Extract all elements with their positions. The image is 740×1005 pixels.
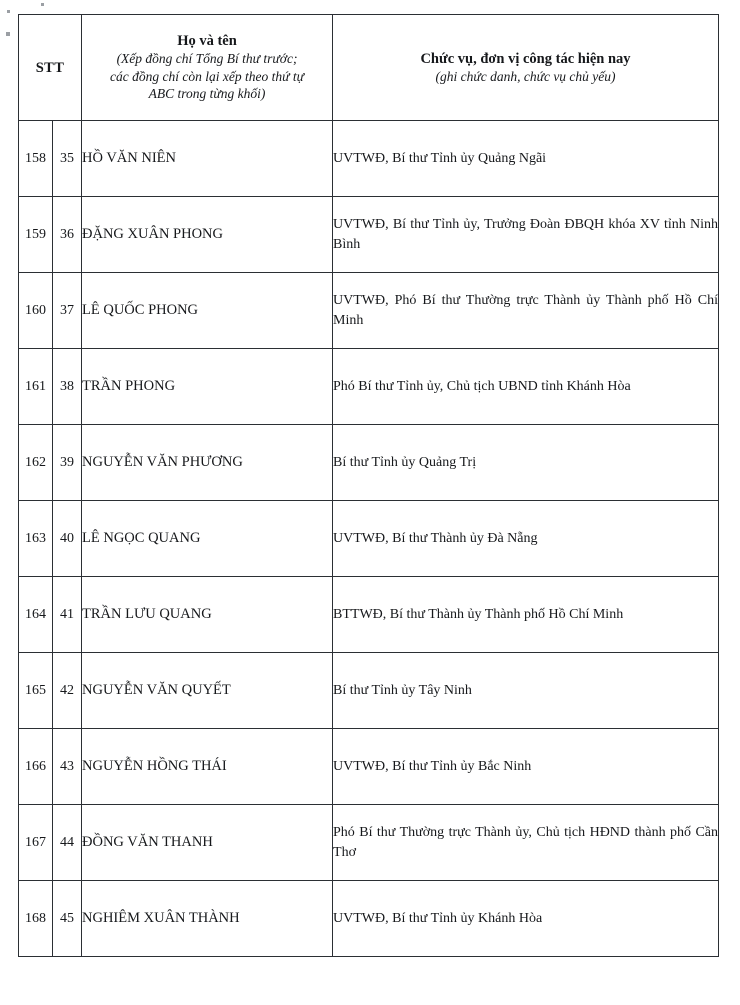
cell-stt: 165 [19,653,53,729]
cell-stt: 168 [19,881,53,957]
cell-role-text: UVTWĐ, Bí thư Thành ủy Đà Nẵng [333,530,538,546]
cell-ordinal: 35 [53,121,82,197]
scan-speck [7,10,10,13]
column-header-role-title: Chức vụ, đơn vị công tác hiện nay [420,50,631,67]
cell-ordinal: 41 [53,577,82,653]
cell-ordinal: 38 [53,349,82,425]
cell-role-text: Bí thư Tỉnh ủy Quảng Trị [333,454,477,470]
table-row [19,577,719,653]
cell-name: NGUYỄN HỒNG THÁI [82,729,333,805]
cell-name: NGUYỄN VĂN QUYẾT [82,653,333,729]
table-row [19,805,719,881]
cell-name: TRẦN LƯU QUANG [82,577,333,653]
column-header-name [82,15,333,121]
cell-ordinal: 42 [53,653,82,729]
table-row [19,197,719,273]
cell-role [333,653,719,729]
column-header-name-title: Họ và tên [177,33,237,50]
cell-role-text: UVTWĐ, Bí thư Tỉnh ủy, Trưởng Đoàn ĐBQH khóa XV tỉnh Ninh Bình [333,216,719,252]
cell-role-text: UVTWĐ, Bí thư Tỉnh ủy Quảng Ngãi [333,150,547,166]
cell-name: LÊ QUỐC PHONG [82,273,333,349]
cell-name: NGUYỄN VĂN PHƯƠNG [82,425,333,501]
roster-table [18,14,719,957]
cell-ordinal: 39 [53,425,82,501]
cell-stt: 160 [19,273,53,349]
cell-ordinal: 36 [53,197,82,273]
cell-stt: 167 [19,805,53,881]
scan-speck [6,32,10,36]
column-header-stt [19,15,82,121]
cell-role-text: Bí thư Tỉnh ủy Tây Ninh [333,682,472,698]
cell-ordinal: 45 [53,881,82,957]
cell-role-text: UVTWĐ, Bí thư Tỉnh ủy Bắc Ninh [333,758,532,774]
cell-role [333,881,719,957]
table-row [19,121,719,197]
cell-ordinal: 40 [53,501,82,577]
cell-role [333,121,719,197]
column-header-name-note-line2: các đồng chí còn lại xếp theo thứ tự [110,68,304,84]
roster-table-body [19,121,719,957]
column-header-role [333,15,719,121]
cell-stt: 163 [19,501,53,577]
cell-name: ĐỒNG VĂN THANH [82,805,333,881]
column-header-name-note-line3: ABC trong từng khối) [148,86,266,102]
cell-role-text: UVTWĐ, Bí thư Tỉnh ủy Khánh Hòa [333,910,543,926]
table-row [19,881,719,957]
cell-role [333,501,719,577]
table-row [19,653,719,729]
cell-name: TRẦN PHONG [82,349,333,425]
cell-stt: 161 [19,349,53,425]
cell-role-text: BTTWĐ, Bí thư Thành ủy Thành phố Hồ Chí Minh [333,606,624,622]
table-row [19,425,719,501]
cell-role [333,729,719,805]
column-header-role-note: (ghi chức danh, chức vụ chủ yếu) [435,68,616,84]
cell-name: NGHIÊM XUÂN THÀNH [82,881,333,957]
table-row [19,349,719,425]
cell-stt: 166 [19,729,53,805]
table-row [19,501,719,577]
table-header-row [19,15,719,121]
cell-ordinal: 44 [53,805,82,881]
cell-role-text: Phó Bí thư Thường trực Thành ủy, Chủ tịch HĐND thành phố Cần Thơ [333,824,719,860]
cell-stt: 158 [19,121,53,197]
table-row [19,273,719,349]
cell-name: LÊ NGỌC QUANG [82,501,333,577]
cell-role-text: UVTWĐ, Phó Bí thư Thường trực Thành ủy Thành phố Hồ Chí Minh [333,292,719,328]
cell-role [333,349,719,425]
cell-stt: 164 [19,577,53,653]
column-header-stt-label: STT [35,59,65,76]
cell-stt: 159 [19,197,53,273]
column-header-name-note-line1: (Xếp đồng chí Tổng Bí thư trước; [116,51,298,67]
table-row [19,729,719,805]
cell-ordinal: 43 [53,729,82,805]
cell-stt: 162 [19,425,53,501]
scan-speck [41,3,44,6]
cell-role [333,425,719,501]
cell-role [333,577,719,653]
cell-role [333,197,719,273]
cell-name: ĐẶNG XUÂN PHONG [82,197,333,273]
cell-role [333,273,719,349]
cell-name: HỒ VĂN NIÊN [82,121,333,197]
cell-ordinal: 37 [53,273,82,349]
cell-role-text: Phó Bí thư Tỉnh ủy, Chủ tịch UBND tỉnh Khánh Hòa [333,378,631,394]
cell-role [333,805,719,881]
